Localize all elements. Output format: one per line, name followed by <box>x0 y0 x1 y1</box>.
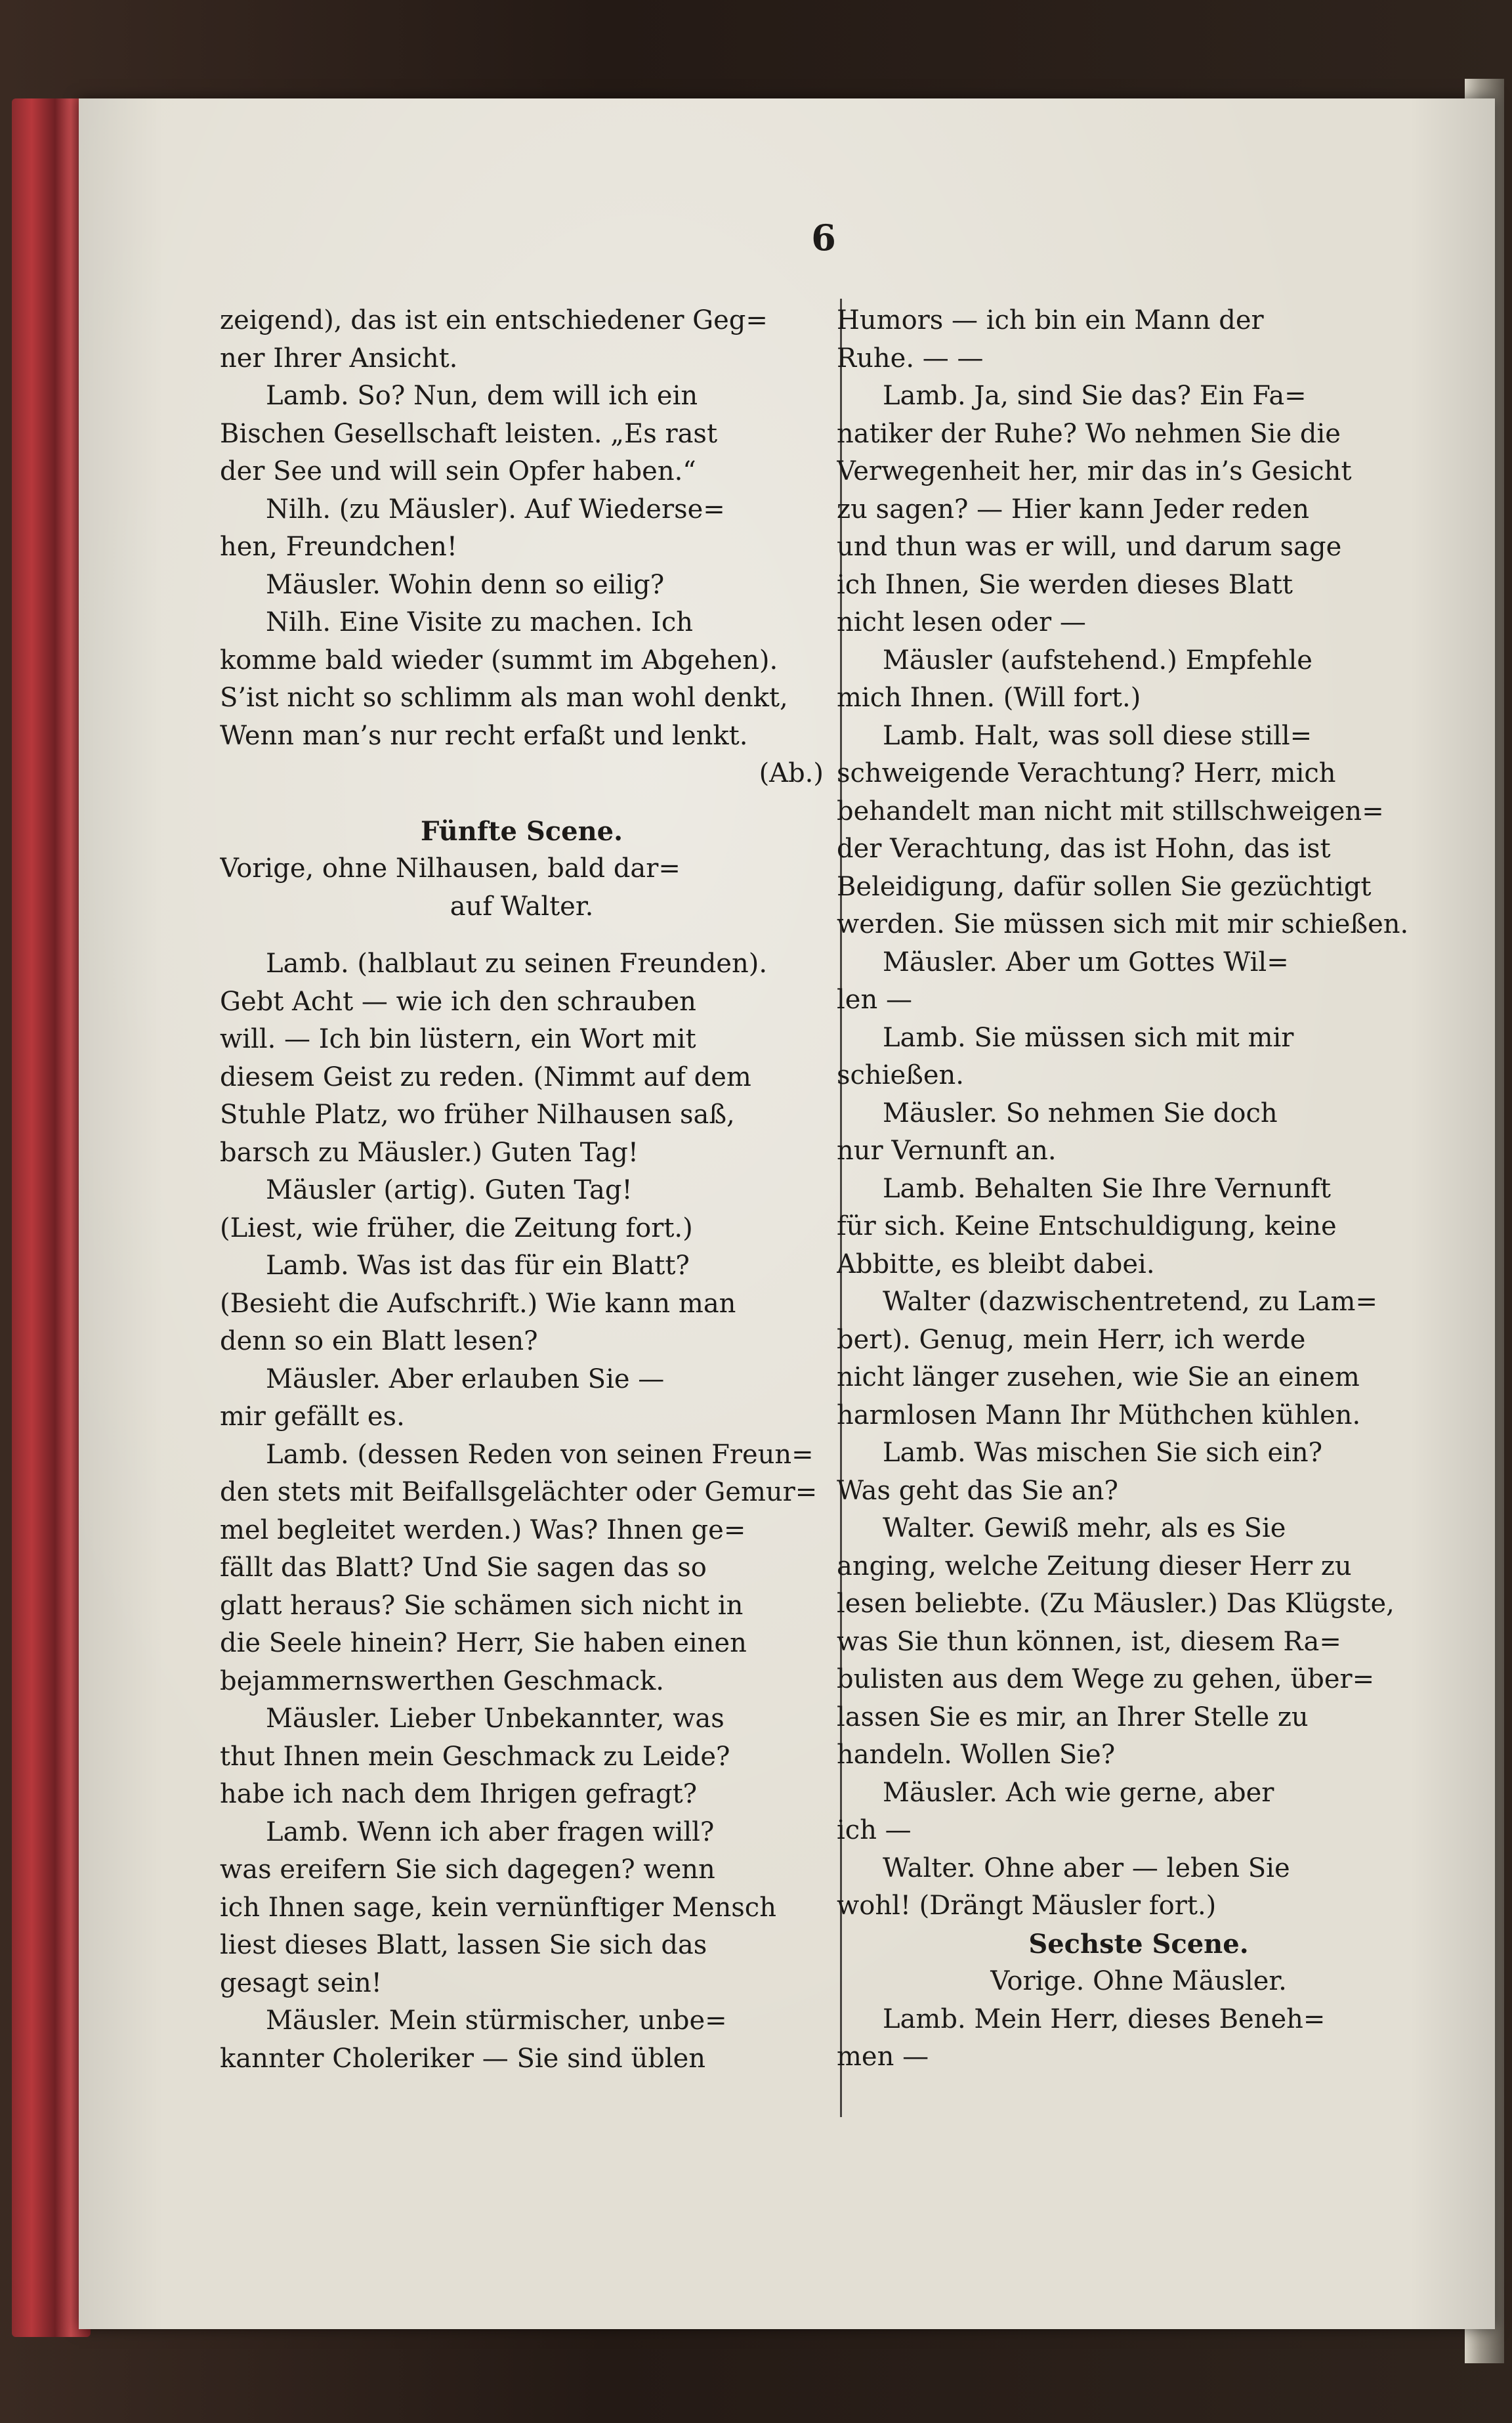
text-line: ich Ihnen, Sie werden dieses Blatt <box>837 569 1293 600</box>
text-line: diesem Geist zu reden. (Nimmt auf dem <box>220 1061 751 1092</box>
text-line: Walter. Ohne aber — leben Sie <box>883 1853 1290 1883</box>
text-line: Wenn man’s nur recht erfaßt und lenkt. <box>220 720 748 751</box>
text-line: ich Ihnen sage, kein vernünftiger Mensch <box>220 1892 776 1923</box>
page-number: 6 <box>811 217 836 259</box>
text-line: handeln. Wollen Sie? <box>837 1740 1116 1770</box>
text-line: Vorige, ohne Nilhausen, bald dar= <box>220 853 681 884</box>
text-line: men — <box>837 2042 929 2072</box>
text-line: Humors — ich bin ein Mann der <box>837 305 1264 335</box>
text-line: Nilh. Eine Visite zu machen. Ich <box>266 607 693 637</box>
text-line: wohl! (Drängt Mäusler fort.) <box>837 1891 1217 1921</box>
text-line: ner Ihrer Ansicht. <box>220 343 458 374</box>
text-line: Mäusler. Wohin denn so eilig? <box>266 569 665 600</box>
text-line: fällt das Blatt? Und Sie sagen das so <box>220 1553 707 1583</box>
text-line: nur Vernunft an. <box>837 1136 1057 1166</box>
text-line: (Liest, wie früher, die Zeitung fort.) <box>220 1212 693 1243</box>
text-line: Lamb. Sie müssen sich mit mir <box>883 1022 1294 1053</box>
text-line: Nilh. (zu Mäusler). Auf Wiederse= <box>266 494 725 525</box>
text-line: Lamb. Wenn ich aber fragen will? <box>266 1816 715 1847</box>
text-line: Verwegenheit her, mir das in’s Gesicht <box>837 456 1352 486</box>
text-line: len — <box>837 985 912 1015</box>
text-line: Stuhle Platz, wo früher Nilhausen saß, <box>220 1100 735 1130</box>
text-line: Lamb. So? Nun, dem will ich ein <box>266 381 698 411</box>
line-gap <box>220 793 824 813</box>
text-line: bert). Genug, mein Herr, ich werde <box>837 1324 1306 1355</box>
text-line: den stets mit Beifallsgelächter oder Gemur= <box>220 1477 818 1507</box>
text-line: schießen. <box>837 1060 965 1090</box>
text-line: zu sagen? — Hier kann Jeder reden <box>837 494 1309 525</box>
text-line: lassen Sie es mir, an Ihrer Stelle zu <box>837 1702 1309 1732</box>
text-line: hen, Freundchen! <box>220 532 457 562</box>
text-line: Gebt Acht — wie ich den schrauben <box>220 986 696 1017</box>
text-line: was Sie thun können, ist, diesem Ra= <box>837 1626 1341 1657</box>
text-line: Walter. Gewiß mehr, als es Sie <box>883 1513 1286 1543</box>
text-line: kannter Choleriker — Sie sind üblen <box>220 2043 706 2074</box>
text-line: Mäusler (artig). Guten Tag! <box>266 1175 633 1205</box>
text-line: Mäusler. Lieber Unbekannter, was <box>266 1704 724 1734</box>
text-line: Beleidigung, dafür sollen Sie gezüchtigt <box>837 871 1372 902</box>
text-line: Bischen Gesellschaft leisten. „Es rast <box>220 418 718 449</box>
text-line: nicht länger zusehen, wie Sie an einem <box>837 1362 1360 1392</box>
text-line: behandelt man nicht mit stillschweigen= <box>837 796 1384 826</box>
text-line: schweigende Verachtung? Herr, mich <box>837 758 1336 788</box>
text-line: Mäusler. Ach wie gerne, aber <box>883 1777 1274 1808</box>
text-line: anging, welche Zeitung dieser Herr zu <box>837 1551 1352 1581</box>
text-line: mir gefällt es. <box>220 1402 405 1432</box>
text-line: glatt heraus? Sie schämen sich nicht in <box>220 1590 744 1621</box>
text-line: (Besieht die Aufschrift.) Wie kann man <box>220 1288 736 1319</box>
text-line: harmlosen Mann Ihr Müthchen kühlen. <box>837 1400 1361 1430</box>
text-line: Lamb. Ja, sind Sie das? Ein Fa= <box>883 381 1307 411</box>
left-text-column <box>220 302 824 2078</box>
text-line: der See und will sein Opfer haben.“ <box>220 456 696 486</box>
text-line: Mäusler. Mein stürmischer, unbe= <box>266 2005 727 2036</box>
text-line: Mäusler. So nehmen Sie doch <box>883 1098 1278 1128</box>
text-line: gesagt sein! <box>220 1967 382 1998</box>
text-line: liest dieses Blatt, lassen Sie sich das <box>220 1930 707 1960</box>
text-line: bejammernswerthen Geschmack. <box>220 1665 664 1696</box>
text-line: lesen beliebte. (Zu Mäusler.) Das Klügste, <box>837 1589 1395 1619</box>
scene-heading: Fünfte Scene. <box>420 815 623 847</box>
text-line: Lamb. Mein Herr, dieses Beneh= <box>883 2004 1326 2034</box>
text-line: Ruhe. — — <box>837 343 984 374</box>
right-text-column <box>837 302 1440 2076</box>
text-line: zeigend), das ist ein entschiedener Geg= <box>220 305 768 335</box>
text-line: der Verachtung, das ist Hohn, das ist <box>837 834 1331 864</box>
text-line: natiker der Ruhe? Wo nehmen Sie die <box>837 418 1341 449</box>
scene-heading: Sechste Scene. <box>1028 1928 1249 1960</box>
text-line: Lamb. Halt, was soll diese still= <box>883 720 1312 751</box>
text-line: Lamb. Behalten Sie Ihre Vernunft <box>883 1173 1331 1204</box>
text-line: auf Walter. <box>450 891 594 922</box>
text-line: was ereifern Sie sich dagegen? wenn <box>220 1855 715 1885</box>
text-line: Mäusler. Aber um Gottes Wil= <box>883 947 1289 977</box>
line-gap <box>220 926 824 945</box>
text-line: denn so ein Blatt lesen? <box>220 1326 538 1356</box>
text-line: die Seele hinein? Herr, Sie haben einen <box>220 1628 747 1658</box>
text-line: werden. Sie müssen sich mit mir schießen. <box>837 909 1409 939</box>
text-line: thut Ihnen mein Geschmack zu Leide? <box>220 1741 730 1772</box>
text-line: Mäusler. Aber erlauben Sie — <box>266 1363 665 1394</box>
text-line: mich Ihnen. (Will fort.) <box>837 683 1141 713</box>
text-line: S’ist nicht so schlimm als man wohl denkt, <box>220 683 788 713</box>
text-line: Lamb. Was ist das für ein Blatt? <box>266 1251 690 1281</box>
text-line: Vorige. Ohne Mäusler. <box>990 1966 1287 1996</box>
text-line: ich — <box>837 1815 912 1845</box>
text-line: bulisten aus dem Wege zu gehen, über= <box>837 1664 1375 1694</box>
text-line: Lamb. Was mischen Sie sich ein? <box>883 1438 1323 1468</box>
text-line: Abbitte, es bleibt dabei. <box>837 1249 1155 1279</box>
text-line: Mäusler (aufstehend.) Empfehle <box>883 645 1312 675</box>
text-line: Lamb. (halblaut zu seinen Freunden). <box>266 949 768 979</box>
text-line: will. — Ich bin lüstern, ein Wort mit <box>220 1024 696 1054</box>
text-line: für sich. Keine Entschuldigung, keine <box>837 1211 1337 1241</box>
text-line: komme bald wieder (summt im Abgehen). <box>220 645 778 675</box>
text-line: barsch zu Mäusler.) Guten Tag! <box>220 1137 639 1168</box>
text-line: mel begleitet werden.) Was? Ihnen ge= <box>220 1514 746 1545</box>
text-line: Lamb. (dessen Reden von seinen Freun= <box>266 1439 814 1470</box>
text-line: (Ab.) <box>759 758 824 788</box>
text-line: und thun was er will, und darum sage <box>837 532 1342 562</box>
text-line: Was geht das Sie an? <box>837 1475 1118 1506</box>
text-line: Walter (dazwischentretend, zu Lam= <box>883 1287 1377 1317</box>
text-line: nicht lesen oder — <box>837 607 1086 637</box>
text-line: habe ich nach dem Ihrigen gefragt? <box>220 1779 698 1809</box>
